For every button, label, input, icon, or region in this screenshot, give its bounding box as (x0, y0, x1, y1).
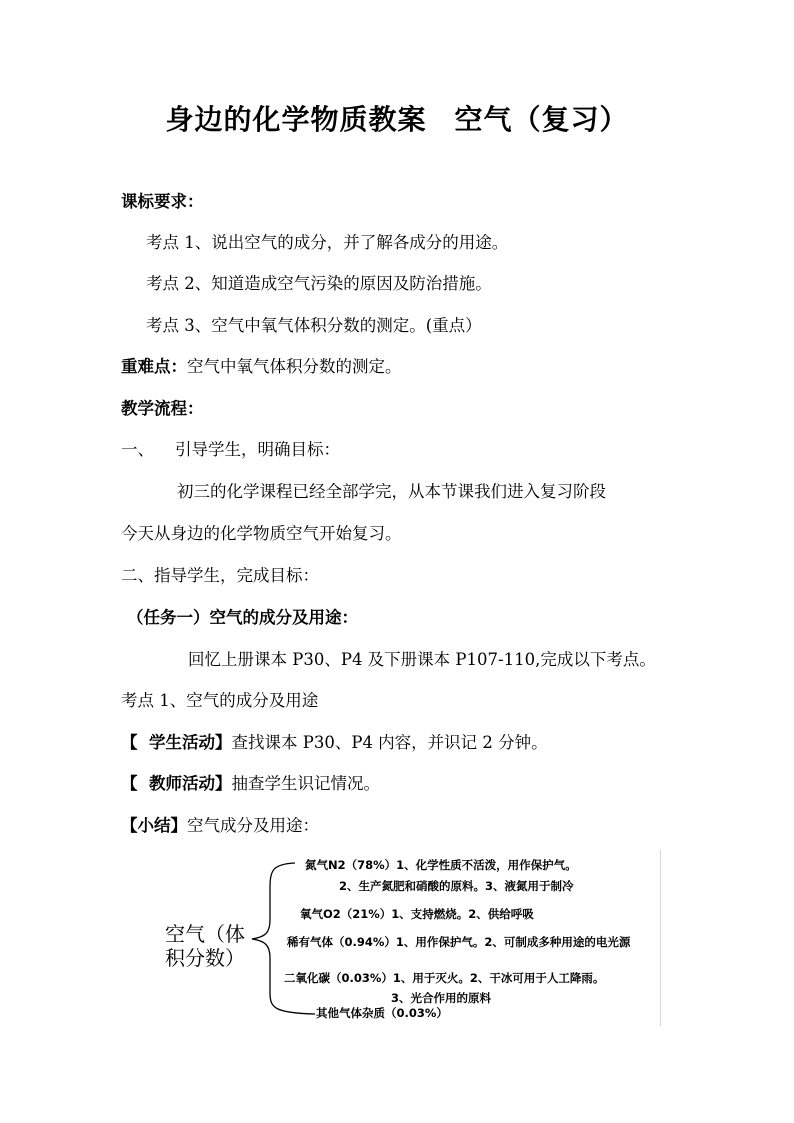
teacher-activity-label: 【 教师活动】 (121, 774, 232, 793)
flow-heading: 教学流程： (121, 399, 204, 418)
summary-label: 【小结】 (121, 816, 187, 835)
step-1-paragraph-line-1: 初三的化学课程已经全部学完，从本节课我们进入复习阶段 (177, 482, 606, 501)
key-point-label: 重难点： (121, 357, 187, 376)
key-point-text: 空气中氧气体积分数的测定。 (187, 357, 402, 376)
task-1-heading: （任务一）空气的成分及用途： (127, 608, 358, 627)
step-1-heading: 一、 引导学生，明确目标： (121, 440, 340, 459)
nitrogen-line-2: 2、生产氮肥和硝酸的原料。3、液氮用于制冷 (339, 879, 574, 893)
key-point (121, 355, 402, 379)
oxygen-line: 氧气O2（21%）1、支持燃烧。2、供给呼吸 (300, 907, 534, 921)
point-1-heading: 考点 1、空气的成分及用途 (121, 691, 319, 710)
title-sub: 空气（复习） (454, 103, 629, 136)
title-main: 身边的化学物质教案 (165, 103, 427, 136)
page-title (0, 98, 794, 138)
carbon-dioxide-line-1: 二氧化碳（0.03%）1、用于灭火。2、干冰可用于人工降雨。 (284, 971, 605, 985)
carbon-dioxide-line-2: 3、光合作用的原料 (391, 991, 492, 1005)
diagram-main-label-line-2: 积分数） (165, 946, 245, 970)
teacher-activity (121, 772, 380, 796)
task-1-paragraph: 回忆上册课本 P30、P4 及下册课本 P107-110,完成以下考点。 (188, 650, 656, 669)
rare-gas-line: 稀有气体（0.94%）1、用作保护气。2、可制成多种用途的电光源 (287, 935, 631, 949)
requirements-heading: 课标要求： (121, 192, 204, 211)
other-gases-line: 其他气体杂质（0.03%） (316, 1006, 448, 1020)
student-activity-text: 查找课本 P30、P4 内容，并识记 2 分钟。 (231, 733, 548, 752)
student-activity (121, 731, 548, 755)
step-1-paragraph-line-2: 今天从身边的化学物质空气开始复习。 (121, 524, 402, 543)
requirement-3: 考点 3、空气中氧气体积分数的测定。(重点） (146, 316, 482, 335)
teacher-activity-text: 抽查学生识记情况。 (231, 774, 380, 793)
air-composition-diagram (155, 848, 663, 1024)
summary (121, 814, 319, 838)
diagram-main-label-line-1: 空气（体 (165, 922, 245, 946)
diagram-right-border (660, 850, 661, 1026)
student-activity-label: 【 学生活动】 (121, 733, 232, 752)
summary-text: 空气成分及用途： (187, 816, 319, 835)
requirement-2: 考点 2、知道造成空气污染的原因及防治措施。 (146, 274, 492, 293)
step-2-heading: 二、指导学生，完成目标： (121, 566, 319, 585)
nitrogen-line-1: 氮气N2（78%）1、化学性质不活泼，用作保护气。 (305, 858, 577, 872)
requirement-1: 考点 1、说出空气的成分，并了解各成分的用途。 (146, 233, 509, 252)
